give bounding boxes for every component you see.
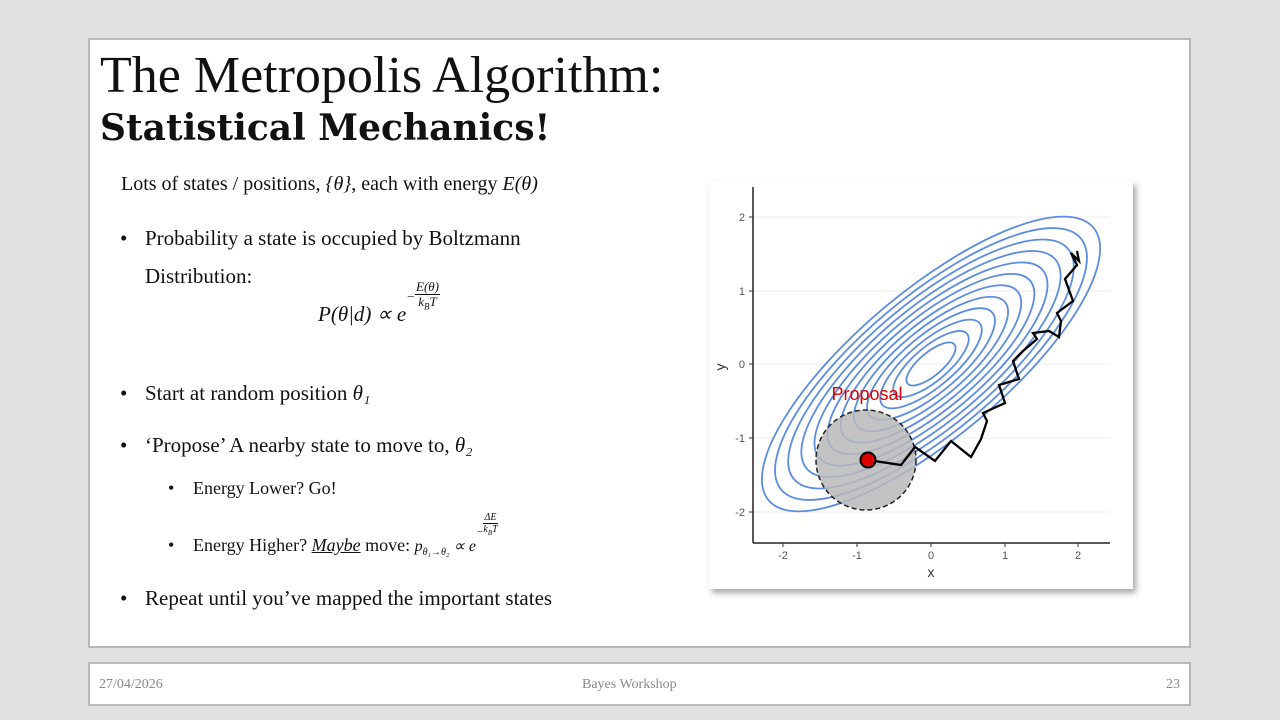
subbullet-dot: • [168,535,175,555]
footer-page-number: 23 [1166,677,1180,692]
bullet-dot: • [120,226,128,250]
y-tick-label: 1 [738,286,745,298]
intro-text2: , each with energy [351,173,503,195]
bullet-dot: • [120,381,128,405]
contour-ellipse [722,181,1133,556]
current-state-point [861,453,876,468]
bullet-text: Repeat until you’ve mapped the important states [145,586,553,610]
footer-title: Bayes Workshop [582,677,677,692]
transition-minus: − [475,526,484,538]
mcmc-contour-plot [709,181,1133,589]
transition-p: p [414,538,423,555]
theta1: θ₁ [352,381,371,405]
formula-den: k [418,294,425,309]
subbullet-pre: Energy Higher? [193,535,312,555]
intro-set: {θ} [325,173,352,195]
x-axis-label: x [927,564,935,580]
formula-num: E(θ) [416,279,440,294]
footer-date: 27/04/2026 [99,677,163,692]
slide-subtitle: Statistical Mechanics! [100,107,551,149]
subbullet-text: Energy Lower? Go! [193,478,337,498]
formula-den-T: T [429,294,437,309]
x-tick-label: -1 [852,550,862,562]
y-tick-label: -1 [735,433,745,445]
subbullet-emph: Maybe [311,535,361,555]
x-tick-label: -2 [778,550,788,562]
transition-sub: θ₁→θ₂ [422,547,450,559]
slide [88,38,1191,648]
contour-plot-svg [709,181,1133,589]
y-ticks [735,212,753,519]
bullet-text: Distribution: [145,264,253,288]
transition-exponent [483,512,497,539]
theta2: θ₂ [454,433,473,457]
formula-exponent [415,280,440,314]
formula-den-sub: B [424,301,430,312]
intro-line [121,173,538,196]
y-tick-label: 0 [738,359,745,371]
x-ticks [778,543,1081,562]
transition-den: k [483,524,488,535]
x-tick-label: 0 [927,550,935,562]
bullet-text: ‘Propose’ A nearby state to move to, [145,433,455,457]
formula-minus: − [406,289,416,304]
transition-den-sub: B [487,529,493,537]
slide-title: The Metropolis Algorithm: [100,47,664,104]
x-tick-label: 2 [1074,550,1082,562]
contour-lines [722,181,1133,556]
intro-energy: E(θ) [502,173,538,195]
subbullet-post: move: [360,535,415,555]
transition-num: ΔE [484,512,497,523]
x-tick-label: 1 [1001,550,1009,562]
y-axis-label: y [712,363,728,371]
y-tick-label: 2 [738,212,745,224]
formula-lhs: P(θ|d) ∝ e [318,302,407,326]
transition-rhs: ∝ e [449,538,476,555]
subbullet-dot: • [168,478,175,498]
y-tick-label: -2 [735,507,745,519]
bullet-text: Start at random position [145,381,353,405]
transition-den-T: T [492,524,498,535]
intro-text: Lots of states / positions, [121,173,326,195]
bullet-text: Probability a state is occupied by Boltzmann [145,226,521,250]
proposal-label: Proposal [831,384,903,404]
slide-footer [88,662,1191,706]
bullet-dot: • [120,586,128,610]
bullet-dot: • [120,433,128,457]
